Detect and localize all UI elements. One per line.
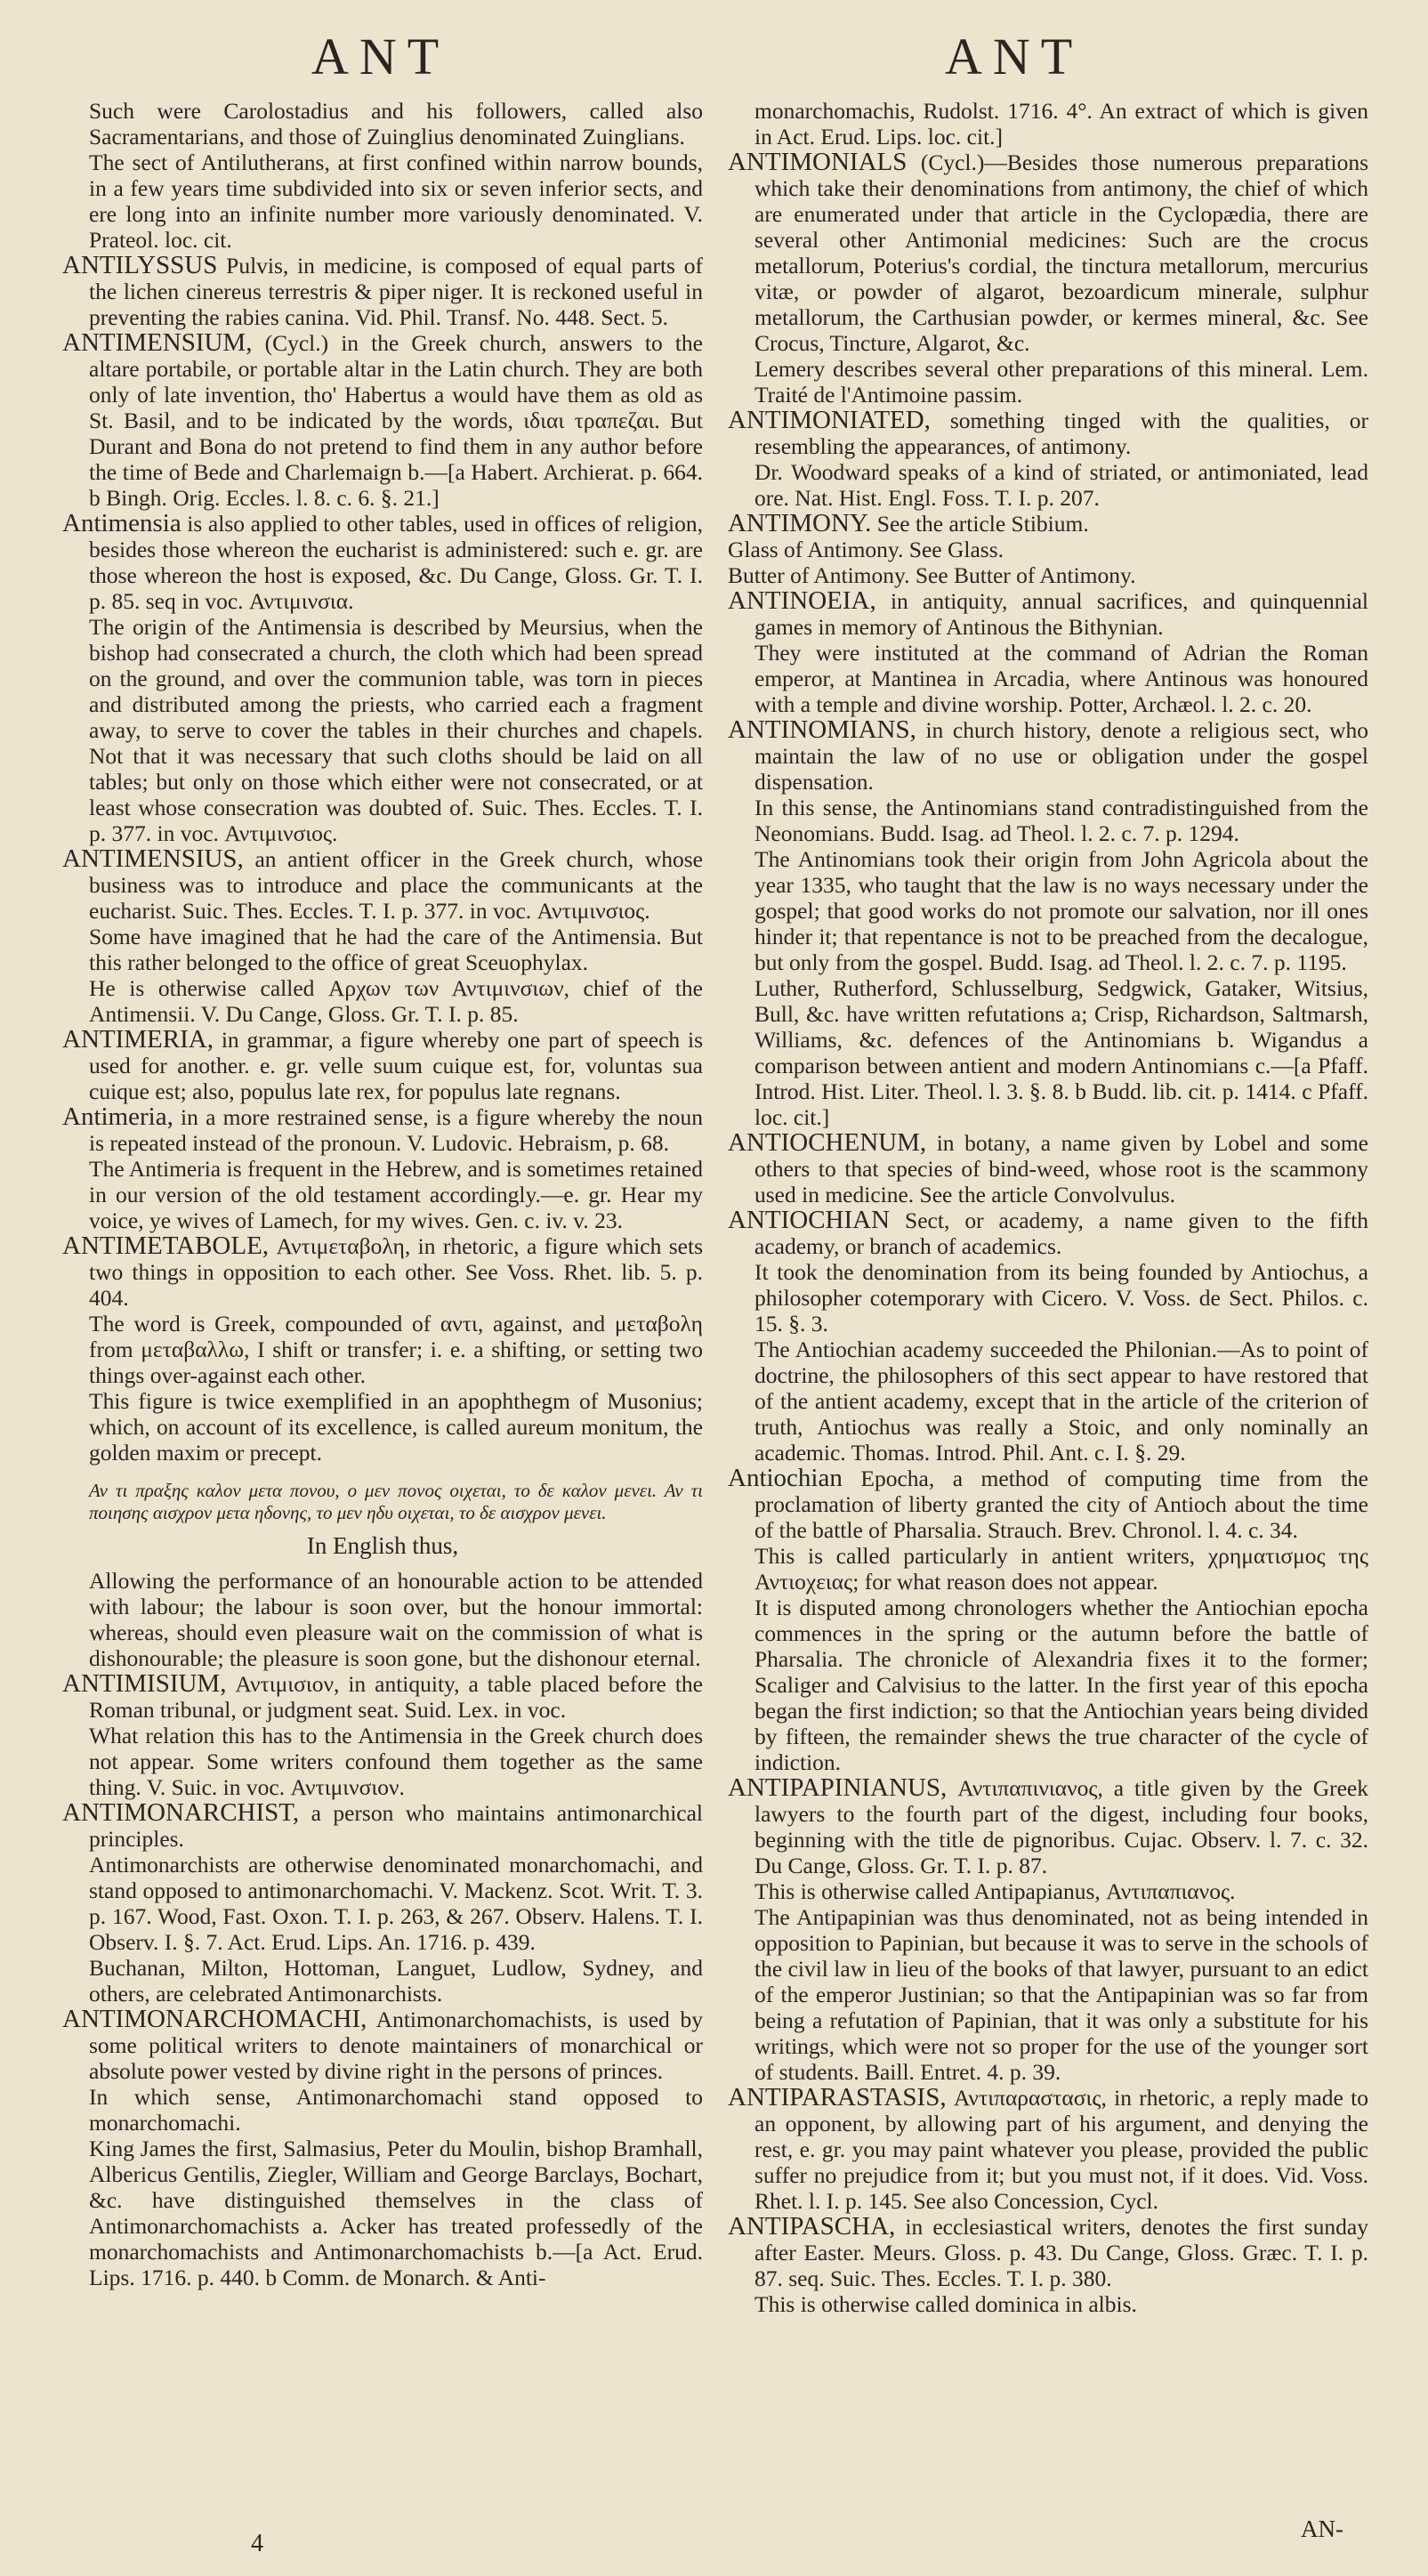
headword: ANTIOCHIAN [728, 1206, 891, 1234]
paragraph: Some have imagined that he had the care of the Antimensia. But this rather belonged to the office of great Sceuophylax. [89, 924, 703, 975]
paragraph: King James the first, Salmasius, Peter du Moulin, bishop Bramhall, Albericus Gentilis, Ziegler, William and George Barclays, Bochart, &c. have distinguished themselves in the class of Antimonarchomachists a. Acker has treated professedly of the monarchomachists and Antimonarchomachists b.—[a Act. Erud. Lips. 1716. p. 440. b Comm. de Monarch. & Anti- [89, 2136, 703, 2290]
headword: ANTINOEIA, [728, 586, 876, 615]
paragraph: It is disputed among chronologers whether the Antiochian epocha commences in the spring or the autumn before the battle of Pharsalia. The chronicle of Alexandria fixes it to the former; Scaliger and Calvisius to the latter. In the first year of this epocha began the first indiction; so that the Antiochian years being divided by fifteen, the remainder shews the true character of the cycle of indiction. [754, 1595, 1368, 1775]
paragraph: He is otherwise called Αρχων των Αντιμινσιων, chief of the Antimensii. V. Du Cange, Gloss. Gr. T. I. p. 85. [89, 975, 703, 1027]
headword: ANTIMONARCHIST, [62, 1798, 300, 1827]
dictionary-entry [728, 537, 1368, 562]
dictionary-entry [728, 1207, 1368, 1259]
dictionary-entry [62, 511, 703, 614]
paragraph: This is otherwise called Antipapianus, Αντιπαπιανος. [754, 1878, 1236, 1904]
paragraph: What relation this has to the Antimensia in the Greek church does not appear. Some writers confound them together as the same thing. V. Suic. in voc. Αντιμινσιον. [89, 1723, 703, 1800]
paragraph: Buchanan, Milton, Hottoman, Languet, Ludlow, Sydney, and others, are celebrated Antimonarchists. [89, 1955, 703, 2007]
paragraph: The Antinomians took their origin from John Agricola about the year 1335, who taught that the law is no ways necessary under the gospel; that good works do not promote our salvation, nor ill ones hinder it; that repentance is not to be preached from the decalogue, but only from the gospel. Budd. Isag. ad Theol. l. 2. c. 7. p. 1195. [754, 846, 1368, 975]
entry-text: is also applied to other tables, used in offices of religion, besides those whereon the eucharist is administered: such e. gr. are those whereon the host is exposed, &c. Du Cange, Gloss. Gr. T. I. p. 85. seq in voc. Αντιμινσια. [89, 511, 703, 614]
entry-text: something tinged with the qualities, or resembling the appearances, of antimony. [754, 408, 1368, 459]
headword: Antiochian [728, 1464, 843, 1492]
entry-text: Αντιμισιον, in antiquity, a table placed before the Roman tribunal, or judgment seat. Suid. Lex. in voc. [89, 1671, 703, 1723]
dictionary-entry [62, 330, 703, 511]
entry-text: Antimonarchomachists, is used by some political writers to denote maintainers of monarchical or absolute power vested by divine right in the persons of princes. [89, 2007, 703, 2084]
entry-text: an antient officer in the Greek church, whose business was to introduce and place the communicants at the eucharist. Suic. Thes. Eccles. T. I. p. 377. in voc. Αντιμινσιος. [89, 846, 703, 924]
dictionary-entry [728, 149, 1368, 356]
page-number: 4 [251, 2530, 263, 2557]
headword: ANTILYSSUS [62, 251, 218, 279]
headword: ANTIMENSIUM, [62, 328, 253, 357]
entry-text: (Cycl.) in the Greek church, answers to the altare portabile, or portable altar in the Latin church. They are both only of late invention, tho' Habertus a would have them as old as St. Basil, and to be indicated by the words, ιδιαι τραπεζαι. But Durant and Bona do not pretend to find them in any author before the time of Bede and Charlemaign b.—[a Habert. Archierat. p. 664. b Bingh. Orig. Eccles. l. 8. c. 6. §. 21.] [89, 330, 703, 511]
paragraph: Antimonarchists are otherwise denominated monarchomachi, and stand opposed to antimonarchomachi. V. Mackenz. Scot. Writ. T. 3. p. 167. Wood, Fast. Oxon. T. I. p. 263, & 267. Observ. Halens. T. I. Observ. I. §. 7. Act. Erud. Lips. An. 1716. p. 439. [89, 1852, 703, 1955]
paragraph: This is otherwise called dominica in albis. [754, 2291, 1137, 2317]
entry-text: Butter of Antimony. See Butter of Antimony. [728, 562, 1136, 588]
dictionary-entry [728, 2085, 1368, 2214]
headword: ANTIMONARCHOMACHI, [62, 2005, 367, 2033]
running-head-right: ANT [945, 28, 1084, 85]
headword: ANTIMONY. [728, 509, 872, 537]
dictionary-entry [62, 253, 703, 330]
dictionary-entry [728, 562, 1368, 588]
dictionary-entry [62, 1233, 703, 1311]
paragraph: In which sense, Antimonarchomachi stand opposed to monarchomachi. [89, 2084, 703, 2136]
paragraph: It took the denomination from its being founded by Antiochus, a philosopher cotemporary with Cicero. V. Voss. de Sect. Philos. c. 15. §. 3. [754, 1259, 1368, 1336]
dictionary-entry [728, 1775, 1368, 1878]
headword: ANTIPARASTASIS, [728, 2083, 947, 2112]
entry-text: in grammar, a figure whereby one part of speech is used for another. e. gr. velle suum cuique est, for, voluntas sua cuique est; also, populus late rex, for populus late regnans. [89, 1027, 703, 1104]
headword: ANTIOCHENUM, [728, 1128, 927, 1157]
dictionary-entry [728, 717, 1368, 795]
catchword: AN- [1301, 2515, 1343, 2542]
dictionary-entry [728, 588, 1368, 640]
headword: ANTIMETABOLE, [62, 1231, 270, 1260]
paragraph: In this sense, the Antinomians stand contradistinguished from the Neonomians. Budd. Isag. ad Theol. l. 2. c. 7. p. 1294. [754, 795, 1368, 846]
headword: ANTIPAPINIANUS, [728, 1773, 948, 1802]
paragraph: The Antiochian academy succeeded the Philonian.—As to point of doctrine, the philosophers of this sect appear to have restored that of the antient academy, except that in the article of the criterion of truth, Antiochus was really a Stoic, and only nominally an academic. Thomas. Introd. Phil. Ant. c. I. §. 29. [754, 1336, 1368, 1466]
headword: Antimeria, [62, 1102, 173, 1131]
entry-text: See the article Stibium. [871, 511, 1089, 537]
paragraph: They were instituted at the command of Adrian the Roman emperor, at Mantinea in Arcadia, where Antinous was honoured with a temple and divine worship. Potter, Archæol. l. 2. c. 20. [754, 640, 1368, 717]
running-head-left: ANT [311, 28, 450, 85]
headword: ANTIMENSIUS, [62, 844, 244, 873]
entry-text: Glass of Antimony. See Glass. [728, 537, 1004, 562]
entry-text: in botany, a name given by Lobel and some others to that species of bind-weed, whose root is the scammony used in medicine. See the article Convolvulus. [754, 1130, 1368, 1207]
paragraph: Luther, Rutherford, Schlusselburg, Sedgwick, Gataker, Witsius, Bull, &c. have written refutations a; Crisp, Richardson, Saltmarsh, Williams, &c. defences of the Antinomians b. Wigandus a comparison between antient and modern Antinomians c.—[a Pfaff. Introd. Hist. Liter. Theol. l. 3. §. 8. b Budd. lib. cit. p. 1414. c Pfaff. loc. cit.] [754, 975, 1368, 1130]
entry-text: Αντιπαραστασις, in rhetoric, a reply made to an opponent, by allowing part of his argument, and denying the rest, e. gr. you may paint whatever you please, provided the public suffer no prejudice from it; but you must not, if it does. Vid. Voss. Rhet. l. I. p. 145. See also Concession, Cycl. [754, 2085, 1368, 2214]
paragraph: Allowing the performance of an honourable action to be attended with labour; the labour is soon over, but the honour immortal: whereas, should even pleasure wait on the commission of what is dishonourable; the pleasure is soon gone, but the dishonour eternal. [89, 1568, 703, 1671]
paragraph: The sect of Antilutherans, at first confined within narrow bounds, in a few years time subdivided into six or seven inferior sects, and ere long into an infinite number more variously denominated. V. Prateol. loc. cit. [89, 149, 703, 253]
paragraph: This figure is twice exemplified in an apophthegm of Musonius; which, on account of its excellence, is called aureum monitum, the golden maxim or precept. [89, 1388, 703, 1466]
entry-text: in ecclesiastical writers, denotes the first sunday after Easter. Meurs. Gloss. p. 43. Du Cange, Gloss. Græc. T. I. p. 87. seq. Suic. Thes. Eccles. T. I. p. 380. [754, 2214, 1368, 2291]
dictionary-entry [728, 2214, 1368, 2291]
paragraph: The origin of the Antimensia is described by Meursius, when the bishop had consecrated a church, the cloth which had been spread on the ground, and over the communion table, was torn in pieces and distributed among the priests, who carried each a fragment away, to serve to cover the tables in their churches and chapels. Not that it was necessary that such cloths should be laid on all tables; but only on those which either were not consecrated, or at least whose consecration was doubted of. Suic. Thes. Eccles. T. I. p. 377. in voc. Αντιμινσιος. [89, 614, 703, 846]
dictionary-entry [728, 1466, 1368, 1543]
entry-text: Pulvis, in medicine, is composed of equal parts of the lichen cinereus terrestris & piper niger. It is reckoned useful in preventing the rabies canina. Vid. Phil. Transf. No. 448. Sect. 5. [89, 253, 703, 330]
paragraph: Dr. Woodward speaks of a kind of striated, or antimoniated, lead ore. Nat. Hist. Engl. Foss. T. I. p. 207. [754, 459, 1368, 511]
paragraph: The Antimeria is frequent in the Hebrew, and is sometimes retained in our version of the old testament accordingly.—e. gr. Hear my voice, ye wives of Lamech, for my wives. Gen. c. iv. v. 23. [89, 1156, 703, 1233]
paragraph: The Antipapinian was thus denominated, not as being intended in opposition to Papinian, but because it was to serve in the schools of the civil law in lieu of the books of that lawyer, pursuant to an edict of the emperor Justinian; so that the Antipapinian was so far from being a refutation of Papinian, that it was only a substitute for his writings, which were not so proper for the use of the younger sort of students. Baill. Entret. 4. p. 39. [754, 1904, 1368, 2085]
paragraph: This is called particularly in antient writers, χρηματισμος της Αντιοχειας; for what reason does not appear. [754, 1543, 1368, 1595]
right-column [728, 98, 1368, 2317]
headword: ANTIMISIUM, [62, 1669, 227, 1698]
headword: Antimensia [62, 509, 182, 537]
dictionary-entry [62, 1671, 703, 1723]
entry-text: Αντιμεταβολη, in rhetoric, a figure which sets two things in opposition to each other. See Voss. Rhet. lib. 5. p. 404. [89, 1233, 703, 1311]
paragraph: Lemery describes several other preparations of this mineral. Lem. Traité de l'Antimoine passim. [754, 356, 1368, 408]
headword: ANTIMONIALS [728, 148, 908, 176]
greek-quotation: Αν τι πραξης καλον μετα πονου, ο μεν πονος οιχεται, το δε καλον μενει. Αν τι ποιησης αισχρον μετα ηδονης, το μεν ηδυ οιχεται, το δε αισχρον μενει. [89, 1480, 703, 1523]
left-column [62, 98, 703, 2290]
entry-text: Αντιπαπινιανος, a title given by the Greek lawyers to the fourth part of the digest, including four books, beginning with the title de pignoribus. Cujac. Observ. l. 7. c. 32. Du Cange, Gloss. Gr. T. I. p. 87. [754, 1775, 1368, 1878]
paragraph: Such were Carolostadius and his followers, called also Sacramentarians, and those of Zuinglius denominated Zuinglians. [89, 98, 703, 149]
entry-text: in a more restrained sense, is a figure whereby the noun is repeated instead of the pronoun. V. Ludovic. Hebraism, p. 68. [89, 1104, 703, 1156]
headword: ANTIMONIATED, [728, 406, 931, 434]
dictionary-entry [62, 1027, 703, 1104]
entry-text: in antiquity, annual sacrifices, and quinquennial games in memory of Antinous the Bithynian. [754, 588, 1368, 640]
paragraph: monarchomachis, Rudolst. 1716. 4°. An extract of which is given in Act. Erud. Lips. loc. cit.] [754, 98, 1368, 149]
paragraph: The word is Greek, compounded of αντι, against, and μεταβολη from μεταβαλλω, I shift or transfer; i. e. a shifting, or setting two things over-against each other. [89, 1311, 703, 1388]
dictionary-entry [728, 511, 1368, 537]
headword: ANTIPASCHA, [728, 2212, 896, 2241]
dictionary-entry [62, 1104, 703, 1156]
section-caption: In English thus, [306, 1532, 459, 1559]
dictionary-entry [62, 846, 703, 924]
entry-text: (Cycl.)—Besides those numerous preparations which take their denominations from antimony, the chief of which are enumerated under that article in the Cyclopædia, there are several other Antimonial medicines: Such are the crocus metallorum, Poterius's cordial, the tinctura metallorum, mercurius vitæ, or powder of algarot, bezoardicum minerale, sulphur metallorum, the Carthusian powder, or kermes mineral, &c. See Crocus, Tincture, Algarot, &c. [754, 149, 1368, 356]
entry-text: Epocha, a method of computing time from the proclamation of liberty granted the city of Antioch about the time of the battle of Pharsalia. Strauch. Brev. Chronol. l. 4. c. 34. [754, 1466, 1368, 1543]
entry-text: a person who maintains antimonarchical principles. [89, 1800, 703, 1852]
entry-text: Sect, or academy, a name given to the fifth academy, or branch of academics. [754, 1207, 1368, 1259]
dictionary-entry [62, 1800, 703, 1852]
dictionary-entry [728, 408, 1368, 459]
dictionary-entry [728, 1130, 1368, 1207]
entry-text: in church history, denote a religious sect, who maintain the law of no use or obligation under the gospel dispensation. [754, 717, 1368, 795]
headword: ANTINOMIANS, [728, 715, 916, 744]
dictionary-entry [62, 2007, 703, 2084]
headword: ANTIMERIA, [62, 1025, 214, 1054]
